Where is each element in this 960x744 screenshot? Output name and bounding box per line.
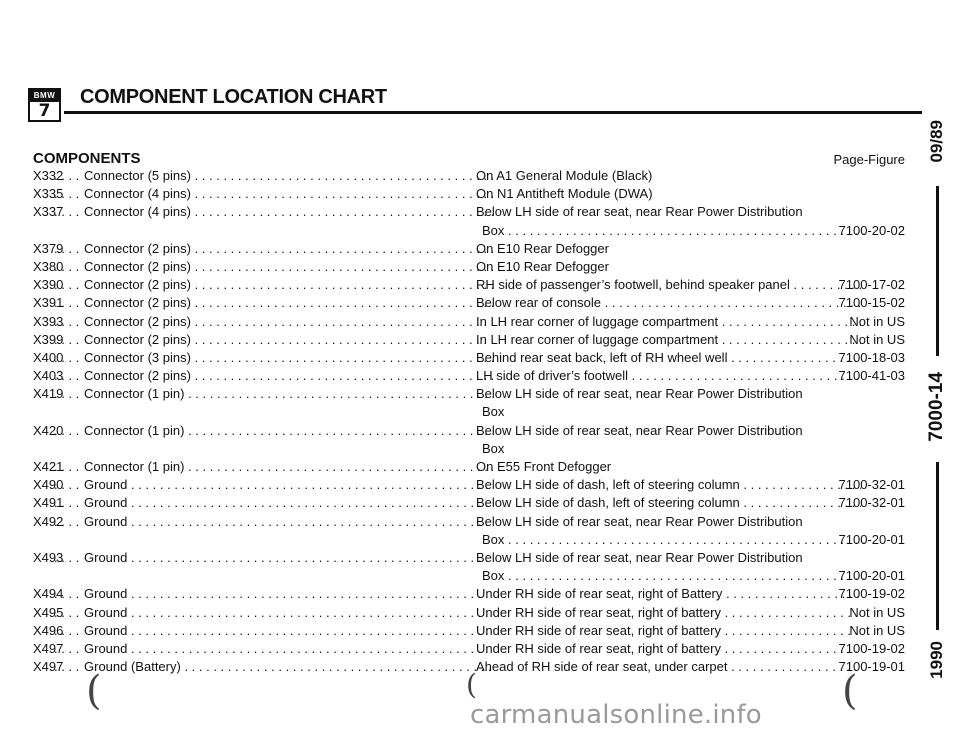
leader-dots	[54, 458, 84, 476]
component-location: On E55 Front Defogger	[476, 459, 612, 474]
component-code: X379	[33, 240, 64, 256]
component-description: Connector (2 pins) . . .	[84, 276, 493, 294]
component-code: X393	[33, 313, 64, 329]
component-location: Below LH side of rear seat, near Rear Power Distribution	[476, 204, 803, 220]
component-code: X380	[33, 258, 64, 274]
bmw-7-logo	[28, 88, 61, 122]
component-code: X399	[33, 331, 64, 347]
leader-dots	[54, 585, 84, 603]
component-location-continued: Box . . .	[482, 531, 867, 549]
component-location: Below LH side of dash, left of steering column . . .	[476, 476, 861, 494]
component-code: X490	[33, 477, 64, 493]
table-row	[33, 476, 913, 494]
page-figure: 7100-20-01	[838, 568, 905, 584]
table-row	[33, 458, 913, 476]
margin-rule-top	[936, 186, 939, 356]
component-code: X419	[33, 386, 64, 402]
component-code: X495	[33, 604, 64, 620]
issue-date: 09/89	[927, 120, 946, 163]
leader-dots	[54, 494, 84, 512]
page-figure: 7100-18-03	[838, 349, 905, 365]
table-row-continuation	[33, 567, 913, 585]
component-description: Ground . . .	[84, 640, 493, 658]
component-description: Connector (2 pins) . . .	[84, 313, 493, 331]
component-location: Below LH side of rear seat, near Rear Power Distribution	[476, 513, 803, 529]
component-location: LH side of driver’s footwell . . .	[476, 367, 861, 385]
component-code: X337	[33, 204, 64, 220]
component-location: In LH rear corner of luggage compartment . . .	[476, 313, 861, 331]
table-row	[33, 549, 913, 567]
component-location-continued: Box	[482, 404, 505, 420]
table-row	[33, 513, 913, 531]
leader-dots	[54, 167, 84, 185]
component-description: Ground . . .	[84, 604, 493, 622]
page-figure: 7100-15-02	[838, 295, 905, 311]
component-location: On E10 Rear Defogger	[476, 258, 609, 274]
component-description: Ground . . .	[84, 585, 493, 603]
page-figure: 7100-17-02	[838, 277, 905, 293]
component-description: Ground (Battery) . . .	[84, 658, 493, 676]
page-figure: 7100-20-02	[838, 222, 905, 238]
component-code: X497	[33, 640, 64, 656]
table-row-continuation	[33, 222, 913, 240]
component-location: Under RH side of rear seat, right of battery . . .	[476, 604, 861, 622]
component-code: X403	[33, 368, 64, 384]
component-code: X496	[33, 622, 64, 638]
page-figure: 7100-19-01	[838, 659, 905, 675]
component-location: Below rear of console . . .	[476, 294, 861, 312]
page-title: COMPONENT LOCATION CHART	[80, 86, 387, 108]
page-figure: 7100-32-01	[838, 495, 905, 511]
page-figure: 7100-41-03	[838, 368, 905, 384]
binder-hole-mark-left: (	[86, 668, 102, 714]
table-row	[33, 294, 913, 312]
table-row	[33, 313, 913, 331]
table-row	[33, 640, 913, 658]
leader-dots	[54, 276, 84, 294]
watermark: carmanualsonline.info	[470, 700, 762, 730]
table-row	[33, 604, 913, 622]
component-location: Under RH side of rear seat, right of battery . . .	[476, 640, 861, 658]
component-description: Connector (1 pin) . . .	[84, 458, 493, 476]
component-code: X390	[33, 277, 64, 293]
component-description: Connector (2 pins) . . .	[84, 294, 493, 312]
component-location: RH side of passenger’s footwell, behind speaker panel . . .	[476, 276, 861, 294]
component-description: Connector (1 pin) . . .	[84, 422, 493, 440]
table-row	[33, 385, 913, 403]
table-row	[33, 349, 913, 367]
table-row	[33, 367, 913, 385]
component-location-continued: Box . . .	[482, 567, 867, 585]
component-code: X420	[33, 422, 64, 438]
component-code: X391	[33, 295, 64, 311]
table-row	[33, 240, 913, 258]
page-figure: 7100-20-01	[838, 531, 905, 547]
title-rule	[64, 111, 922, 114]
component-code: X493	[33, 549, 64, 565]
leader-dots	[54, 549, 84, 567]
component-code: X421	[33, 459, 64, 474]
page-figure: Not in US	[849, 622, 905, 638]
table-row	[33, 585, 913, 603]
leader-dots	[54, 476, 84, 494]
component-code: X492	[33, 513, 64, 529]
component-description: Ground . . .	[84, 549, 493, 567]
leader-dots	[54, 640, 84, 658]
leader-dots	[54, 240, 84, 258]
page-figure: Not in US	[849, 313, 905, 329]
leader-dots	[54, 185, 84, 203]
component-description: Connector (2 pins) . . .	[84, 367, 493, 385]
leader-dots	[54, 622, 84, 640]
component-code: X491	[33, 495, 64, 511]
component-location: Below LH side of rear seat, near Rear Power Distribution	[476, 549, 803, 565]
table-row	[33, 167, 913, 185]
component-description: Connector (4 pins) . . .	[84, 185, 493, 203]
page-figure: 7100-32-01	[838, 477, 905, 493]
leader-dots	[54, 658, 84, 676]
component-description: Connector (2 pins) . . .	[84, 258, 493, 276]
component-code: X494	[33, 586, 64, 602]
page-figure: 7100-19-02	[838, 586, 905, 602]
leader-dots	[54, 349, 84, 367]
table-row-continuation	[33, 531, 913, 549]
component-description: Connector (2 pins) . . .	[84, 331, 493, 349]
leader-dots	[54, 313, 84, 331]
table-row	[33, 276, 913, 294]
logo-series: 7	[38, 101, 51, 121]
logo-brand: BMW	[30, 90, 59, 102]
leader-dots	[54, 294, 84, 312]
component-code: X335	[33, 186, 64, 202]
component-code: X332	[33, 168, 64, 183]
leader-dots	[54, 203, 84, 221]
table-row	[33, 622, 913, 640]
component-location: In LH rear corner of luggage compartment . . .	[476, 331, 861, 349]
component-description: Ground . . .	[84, 476, 493, 494]
component-description: Connector (5 pins) . . .	[84, 167, 493, 185]
component-code: X400	[33, 349, 64, 365]
component-description: Ground . . .	[84, 513, 493, 531]
column-header-page-figure: Page-Figure	[833, 152, 905, 167]
component-description: Connector (4 pins) . . .	[84, 203, 493, 221]
leader-dots	[54, 513, 84, 531]
table-row	[33, 494, 913, 512]
binder-hole-mark-center: (	[466, 668, 477, 701]
leader-dots	[54, 331, 84, 349]
component-location: On A1 General Module (Black)	[476, 168, 653, 183]
component-description: Ground . . .	[84, 622, 493, 640]
page-figure: 7100-19-02	[838, 640, 905, 656]
component-location: On E10 Rear Defogger	[476, 240, 609, 256]
model-year: 1990	[927, 641, 946, 679]
component-description: Connector (2 pins) . . .	[84, 240, 493, 258]
margin-rule-bottom	[936, 462, 939, 630]
component-location: Below LH side of rear seat, near Rear Power Distribution	[476, 422, 803, 438]
table-row-continuation	[33, 403, 913, 421]
manual-page-number: 7000-14	[926, 372, 947, 442]
component-location: Ahead of RH side of rear seat, under carpet . . .	[476, 658, 861, 676]
page-figure: Not in US	[849, 331, 905, 347]
leader-dots	[54, 385, 84, 403]
table-row	[33, 422, 913, 440]
leader-dots	[54, 258, 84, 276]
section-title: COMPONENTS	[33, 150, 141, 167]
binder-hole-mark-right: (	[842, 668, 858, 714]
page-figure: Not in US	[849, 604, 905, 620]
component-location: Under RH side of rear seat, right of Battery . . .	[476, 585, 861, 603]
component-code: X497	[33, 659, 64, 675]
leader-dots	[54, 422, 84, 440]
component-description: Connector (1 pin) . . .	[84, 385, 493, 403]
table-row	[33, 185, 913, 203]
component-table	[33, 167, 913, 676]
table-row	[33, 258, 913, 276]
table-row-continuation	[33, 440, 913, 458]
component-description: Connector (3 pins) . . .	[84, 349, 493, 367]
component-location-continued: Box	[482, 440, 505, 456]
component-location: Below LH side of rear seat, near Rear Power Distribution	[476, 386, 803, 402]
leader-dots	[54, 367, 84, 385]
table-row	[33, 203, 913, 221]
component-location: Behind rear seat back, left of RH wheel well . . .	[476, 349, 861, 367]
leader-dots	[54, 604, 84, 622]
component-description: Ground . . .	[84, 494, 493, 512]
table-row	[33, 331, 913, 349]
component-location: Below LH side of dash, left of steering column . . .	[476, 494, 861, 512]
component-location: Under RH side of rear seat, right of battery . . .	[476, 622, 861, 640]
component-location-continued: Box . . .	[482, 222, 867, 240]
component-location: On N1 Antitheft Module (DWA)	[476, 186, 653, 202]
